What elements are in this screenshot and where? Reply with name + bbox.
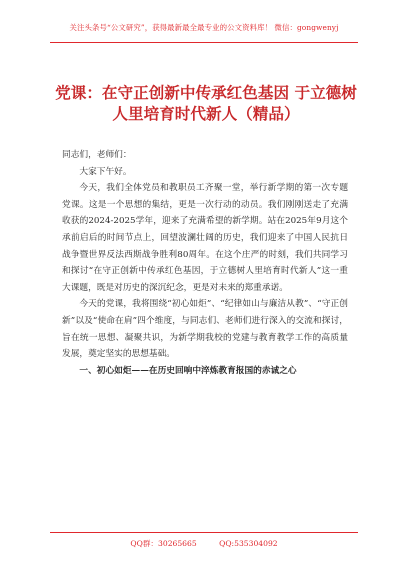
footer-contact bbox=[0, 538, 408, 549]
footer-qq-group: QQ群：30265665 bbox=[130, 539, 197, 548]
document-body bbox=[62, 147, 348, 379]
salutation: 同志们，老师们： bbox=[62, 150, 132, 160]
body-paragraph-intro: 今天，我们全体党员和教职员工齐聚一堂，举行新学期的第一次专题党课。这是一个思想的集结，更是一次行动的动员。我们刚刚送走了充满收获的2024-2025学年，迎来了充满希望的新学期。站在2025年9月这个承前启后的时间节点上，回望波澜壮阔的历史，我们迎来了中国人民抗日战争暨世界反法西斯战争胜利80周年。在这个庄严的时刻，我们共同学习和探讨“在守正创新中传承红色基因，于立德树人里培育时代新人”这一重大课题，既是对历史的深沉纪念，更是对未来的郑重承诺。 bbox=[62, 183, 348, 293]
footer-qq-number: QQ:535304092 bbox=[219, 539, 278, 548]
document-title: 党课：在守正创新中传承红色基因 于立德树人里培育时代新人（精品） bbox=[55, 83, 357, 123]
section-heading-1: 一、初心如炬——在历史回响中淬炼教育报国的赤诚之心 bbox=[79, 365, 297, 376]
greeting: 大家下午好。 bbox=[79, 166, 132, 177]
body-paragraph-outline: 今天的党课，我将围绕“初心如炬”、“纪律如山与廉洁从教”、“守正创新”以及“使命在肩”四个维度，与同志们、老师们进行深入的交流和探讨，旨在统一思想、凝聚共识，为新学期我校的党建与教育教学工作的高质量发展，奠定坚实的思想基础。 bbox=[62, 299, 348, 360]
footer-divider bbox=[50, 532, 358, 533]
header-divider bbox=[50, 42, 358, 43]
header-promo-text: 关注头条号“公文研究”，获得最新最全最专业的公文资料库！ 微信：gongwenyj bbox=[69, 23, 339, 32]
